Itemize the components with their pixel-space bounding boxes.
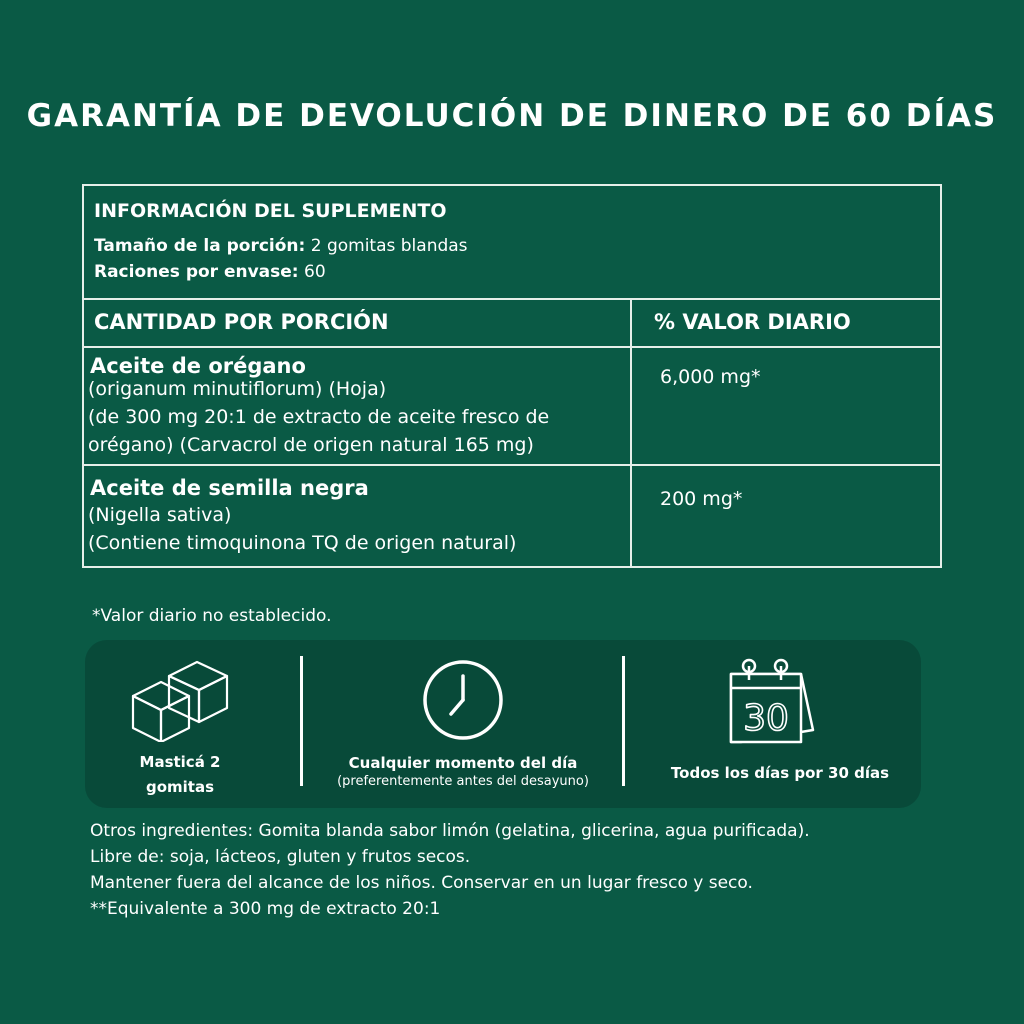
servings-value: 60 xyxy=(298,262,326,282)
ingredient-value: 6,000 mg* xyxy=(660,366,761,388)
cubes-icon xyxy=(129,658,229,742)
divider xyxy=(84,298,940,300)
supplement-heading: INFORMACIÓN DEL SUPLEMENTO xyxy=(94,200,447,222)
usage-icons-panel xyxy=(85,640,921,808)
divider xyxy=(84,346,940,348)
ingredient-detail: orégano) (Carvacrol de origen natural 165 mg) xyxy=(88,434,534,456)
servings-per-container xyxy=(94,262,326,282)
chew-label-line: gomitas xyxy=(145,778,215,796)
daily-label: Todos los días por 30 días xyxy=(670,764,890,782)
daily-value-footnote: *Valor diario no establecido. xyxy=(92,606,332,626)
clock-icon xyxy=(421,658,505,742)
any-time-sublabel: (preferentemente antes del desayuno) xyxy=(337,774,589,789)
separator xyxy=(622,656,625,786)
column-header-daily-value: % VALOR DIARIO xyxy=(654,310,851,334)
any-time-label xyxy=(313,754,613,789)
ingredient-detail: (Nigella sativa) xyxy=(88,504,232,526)
serving-size-value: 2 gomitas blandas xyxy=(305,236,468,256)
any-time-label-text: Cualquier momento del día xyxy=(348,754,578,772)
other-info-line: Mantener fuera del alcance de los niños. Conservar en un lugar fresco y seco. xyxy=(90,873,753,893)
ingredient-detail: (Contiene timoquinona TQ de origen natural) xyxy=(88,532,517,554)
calendar-number: 30 xyxy=(743,698,789,739)
ingredient-detail: (de 300 mg 20:1 de extracto de aceite fresco de xyxy=(88,406,550,428)
other-info-line: Libre de: soja, lácteos, gluten y frutos secos. xyxy=(90,847,471,867)
chew-label-line: Masticá 2 xyxy=(139,753,221,771)
supplement-facts-panel xyxy=(82,184,942,568)
column-header-amount: CANTIDAD POR PORCIÓN xyxy=(94,310,389,334)
divider xyxy=(84,464,940,466)
serving-size xyxy=(94,236,468,256)
column-divider xyxy=(630,298,632,568)
other-info-line: **Equivalente a 300 mg de extracto 20:1 xyxy=(90,899,441,919)
other-info-line: Otros ingredientes: Gomita blanda sabor limón (gelatina, glicerina, agua purificada). xyxy=(90,821,810,841)
other-ingredients xyxy=(90,818,810,922)
ingredient-name: Aceite de orégano xyxy=(90,354,306,378)
servings-label: Raciones por envase: xyxy=(94,262,299,282)
calendar-30-icon xyxy=(727,654,819,746)
ingredient-detail: (origanum minutiflorum) (Hoja) xyxy=(88,378,387,400)
chew-label xyxy=(105,750,255,800)
separator xyxy=(300,656,303,786)
ingredient-value: 200 mg* xyxy=(660,488,743,510)
serving-size-label: Tamaño de la porción: xyxy=(94,236,306,256)
ingredient-name: Aceite de semilla negra xyxy=(90,476,369,500)
page-title: GARANTÍA DE DEVOLUCIÓN DE DINERO DE 60 DÍAS xyxy=(26,98,998,134)
